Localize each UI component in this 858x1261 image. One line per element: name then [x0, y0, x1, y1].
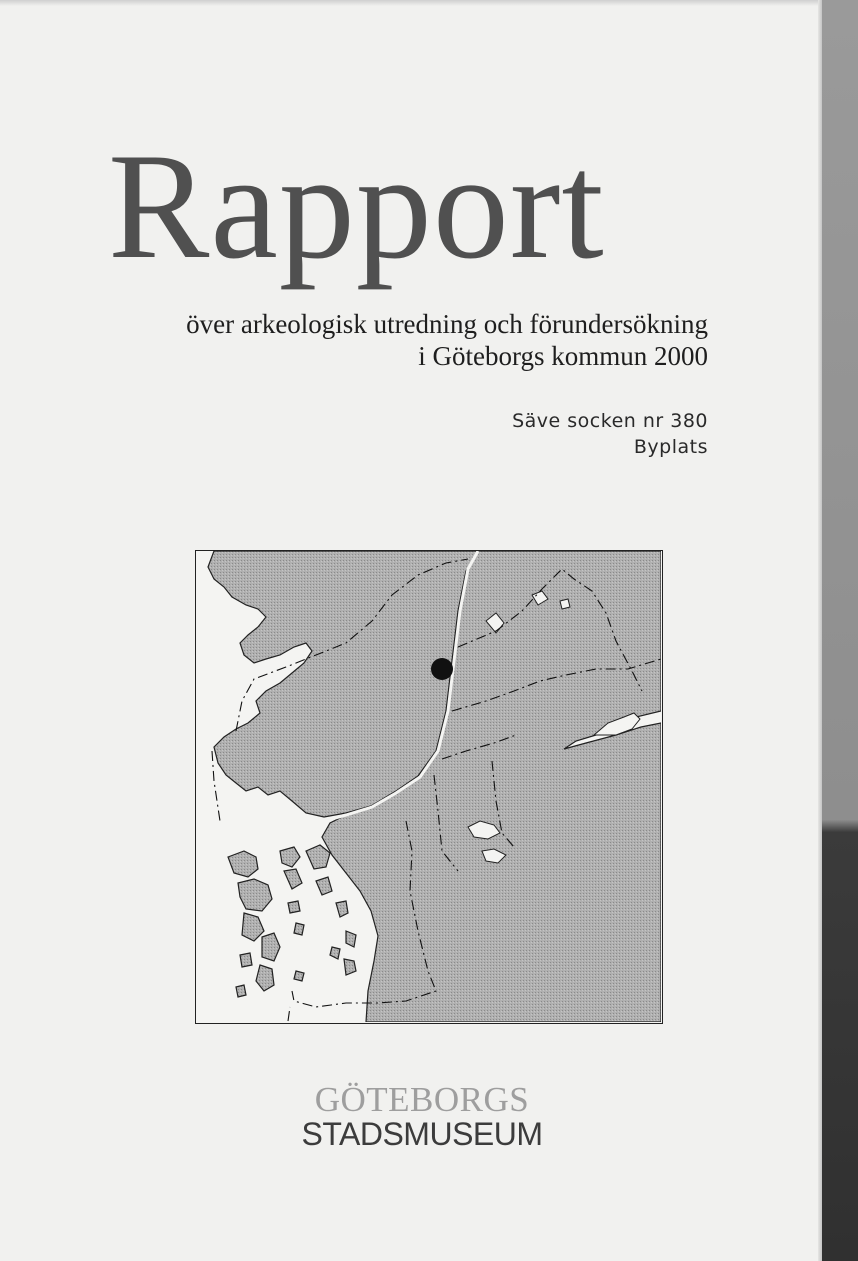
- subtitle-line-2: i Göteborgs kommun 2000: [418, 341, 708, 371]
- map-graphic: [196, 551, 661, 1022]
- page-top-edge: [0, 0, 858, 6]
- report-title: Rapport: [108, 122, 605, 290]
- museum-name-line-2: STADSMUSEUM: [301, 1116, 543, 1152]
- location-map: [195, 550, 663, 1024]
- parish-number: Säve socken nr 380: [512, 410, 708, 432]
- museum-name-line-1: GÖTEBORGS: [314, 1080, 530, 1119]
- museum-logo: [300, 1080, 544, 1152]
- site-marker-icon: [431, 658, 453, 680]
- binding-spine: [822, 0, 858, 1261]
- report-subtitle: [186, 308, 708, 372]
- parish-info: [512, 408, 708, 460]
- site-type: Byplats: [633, 436, 708, 458]
- subtitle-line-1: över arkeologisk utredning och förundersökning: [186, 309, 708, 339]
